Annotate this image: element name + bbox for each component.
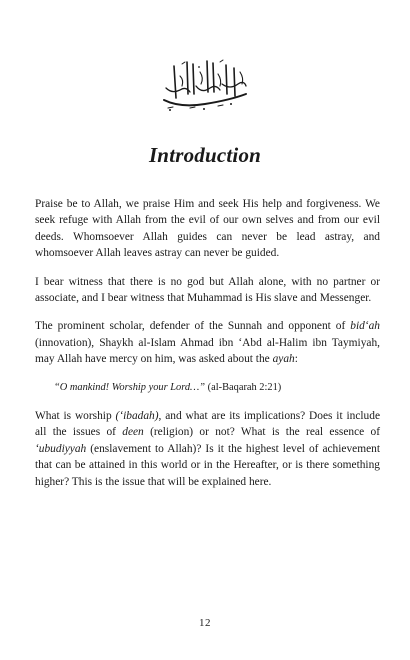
text-segment: , and what are its implications? Does it include all the issues of — [35, 410, 380, 439]
text-segment: (religion) or not? What is the real essence of — [143, 426, 380, 439]
text-segment: The prominent scholar, defender of the Sunnah and opponent of — [35, 320, 351, 333]
text-segment: : — [294, 353, 298, 366]
paragraph-witness: I bear witness that there is no god but Allah alone, with no partner or associate, and I bear witness that Muhammad is His slave and Messenger. — [35, 275, 380, 305]
text-segment: (enslavement to Allah)? Is it the highest level of achievement that can be attained in this world or in the Hereafter, or is there something higher? This is the issue that will be explained here. — [35, 442, 380, 488]
paragraph-praise: Praise be to Allah, we praise Him and seek His help and forgiveness. We seek refuge with Allah from the evil of our own selves and from our evil deeds. Whomsoever Allah guides can never be lead astray, and whomsoever Allah leaves astray can never be guided. — [35, 198, 380, 260]
term-ibadah: (‘ibadah) — [115, 410, 159, 423]
basmala-calligraphy — [160, 58, 250, 112]
quran-quote — [35, 380, 380, 396]
body-text — [35, 196, 380, 502]
paragraph-question — [35, 408, 380, 490]
basmala-calligraphy-icon — [160, 58, 250, 112]
quote-reference: (al-Baqarah 2:21) — [205, 381, 282, 393]
term-ayah: ayah — [272, 353, 295, 366]
chapter-title: Introduction — [148, 143, 262, 167]
term-ubudiyyah: ‘ubudiyyah — [35, 442, 87, 455]
quote-text: “O mankind! Worship your Lord…” — [54, 381, 206, 393]
text-segment: (innovation), Shaykh al-Islam Ahmad ibn ‘Abd al-Halim ibn Taymiyah, may Allah have mercy on him, was asked about the — [35, 336, 380, 366]
page-number: 12 — [199, 617, 211, 629]
term-deen: deen — [122, 426, 144, 439]
term-bidah: bid‘ah — [350, 320, 380, 333]
paragraph-question-intro — [35, 318, 380, 367]
text-segment: What is worship — [35, 410, 116, 423]
